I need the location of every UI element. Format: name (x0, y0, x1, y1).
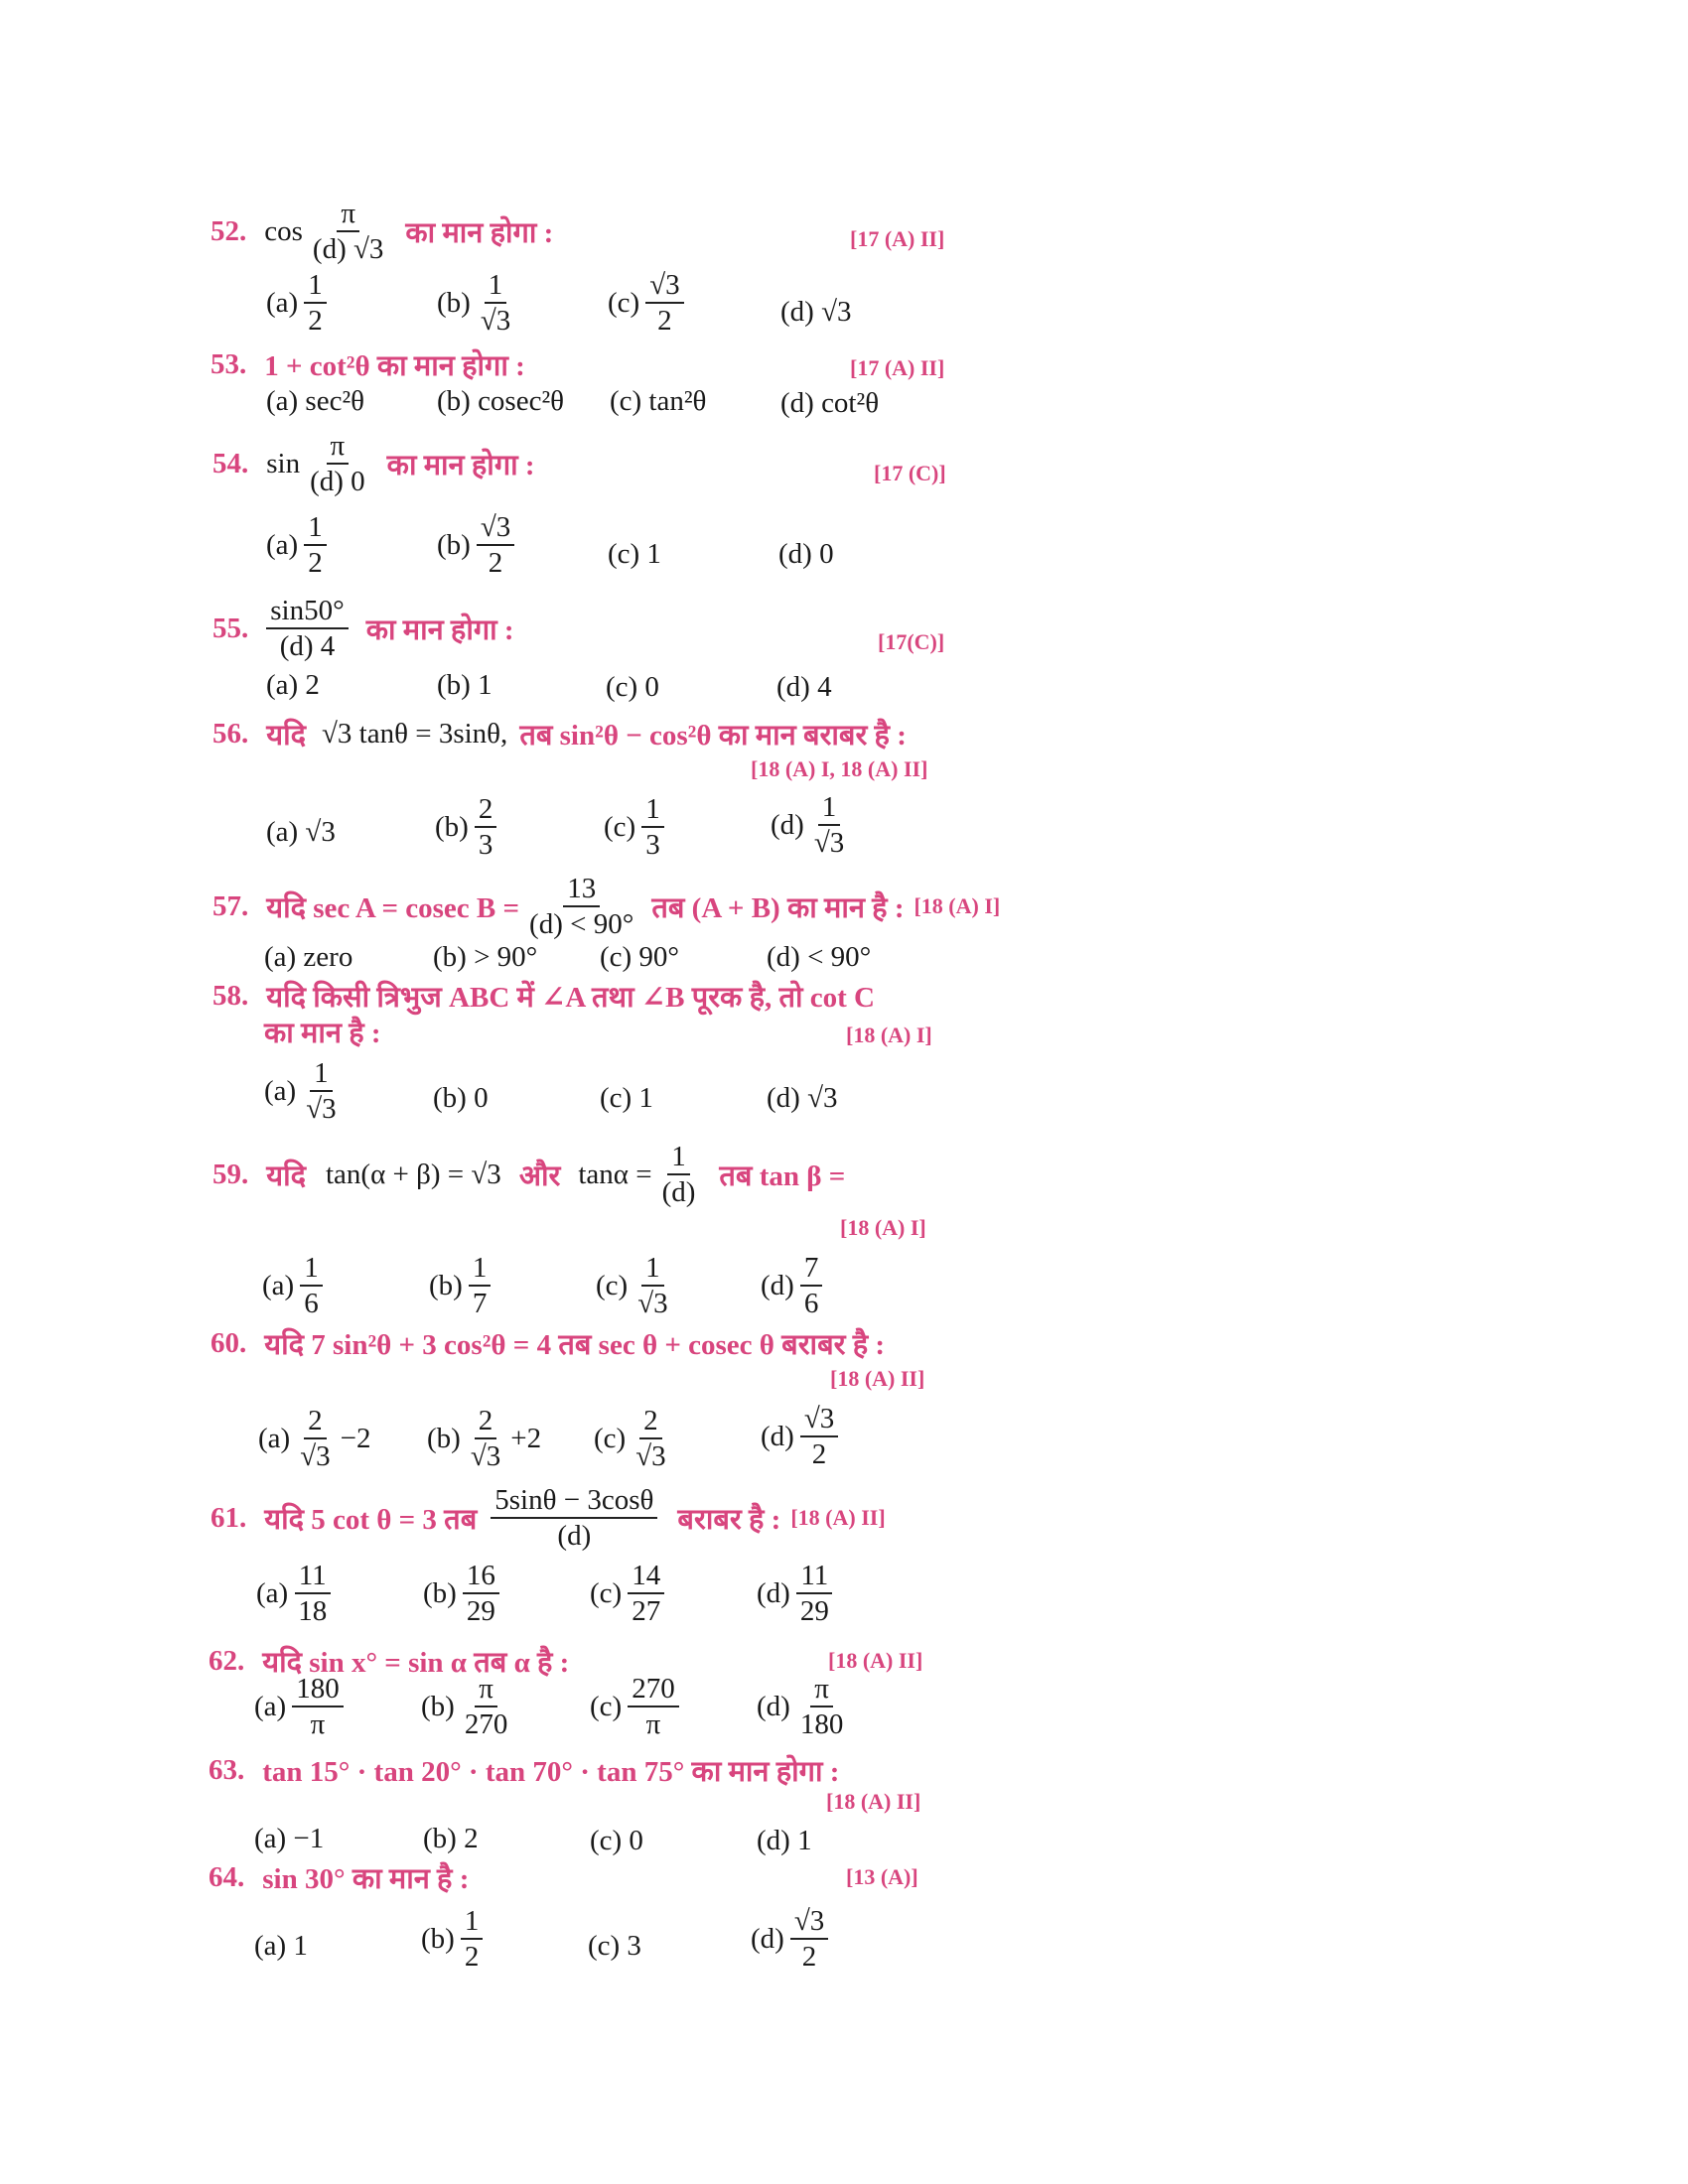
option-b: (b) $\frac{2}{√3}$ +2 (427, 1405, 542, 1473)
option-d: (d) 1 (757, 1825, 812, 1856)
question-53: 53. 1 + cot²θ का मान होगा : (211, 348, 525, 382)
option-d: (d) $\frac{7}{6}$ (761, 1253, 828, 1319)
question-60: 60. यदि 7 sin²θ + 3 cos²θ = 4 तब sec θ + cosec θ बराबर है : (211, 1327, 886, 1361)
question-54: 54. sin $\frac{\pi}{(d) 0}$ का मान होगा : (212, 430, 535, 498)
question-number: 63. (209, 1754, 245, 1786)
option-a: (a) zero (264, 941, 353, 973)
question-number: 56. (212, 718, 249, 750)
option-b: (b) $\frac{\pi}{270}$ (421, 1673, 508, 1741)
option-c: (c) 3 (588, 1930, 641, 1962)
option-d: (d) √3 (780, 296, 852, 328)
question-56: 56. यदि √3 tanθ = 3sinθ, तब sin²θ − cos²θ का मान बराबर है : (212, 718, 907, 751)
question-58-cont: का मान है : (264, 1018, 381, 1049)
option-b: (b) 0 (433, 1082, 489, 1114)
option-a: (a) $\frac{1}{2}$ (266, 512, 333, 579)
question-61: 61. यदि 5 cot θ = 3 तब $\frac{5\sin\theta - 3\cos\theta}{(d)}$ बराबर है : [18 (A) II] (211, 1484, 886, 1553)
exam-reference: [18 (A) II] (830, 1366, 925, 1391)
option-a: (a) −1 (254, 1823, 325, 1854)
question-58: 58. यदि किसी त्रिभुज ABC में ∠A तथा ∠B पूरक है, तो cot C (212, 980, 875, 1014)
option-c: (c) 90° (600, 941, 680, 973)
exam-reference: [18 (A) II] (790, 1505, 886, 1531)
option-b: (b) $\frac{1}{7}$ (429, 1253, 496, 1319)
question-number: 64. (209, 1861, 245, 1893)
option-a: (a) $\frac{180}{\pi}$ (254, 1674, 350, 1740)
option-c: (c) 1 (608, 538, 661, 570)
option-a: (a) $\frac{1}{6}$ (262, 1253, 329, 1319)
option-a: (a) 1 (254, 1930, 308, 1962)
question-number: 60. (211, 1327, 247, 1359)
exam-reference: [18 (A) I] (846, 1023, 932, 1047)
fraction: $\frac{13}{(d) < 90^\circ}$ (529, 873, 634, 941)
option-c: (c) 0 (590, 1825, 643, 1856)
exam-reference: [17 (A) II] (850, 355, 945, 380)
option-b: (b) cosec²θ (437, 385, 565, 417)
question-number: 55. (212, 612, 249, 644)
option-c: (c) tan²θ (610, 385, 707, 417)
exam-reference: [13 (A)] (846, 1864, 918, 1889)
question-number: 59. (212, 1158, 249, 1190)
question-63: 63. tan 15° · tan 20° · tan 70° · tan 75° का मान होगा : (209, 1754, 840, 1788)
option-a: (a) $\frac{2}{√3}$ −2 (258, 1405, 371, 1473)
option-b: (b) > 90° (433, 941, 538, 973)
question-52: 52. cos $\frac{\pi}{(d) √3}$ का मान होगा : (211, 198, 554, 266)
exam-reference: [17 (C)] (874, 461, 946, 485)
option-b: (b) $\frac{√3}{2}$ (437, 512, 520, 579)
option-d: (d) $\frac{1}{√3}$ (771, 791, 845, 860)
option-d: (d) $\frac{\pi}{180}$ (757, 1673, 844, 1741)
fraction: $\frac{\pi}{(d) √3}$ (312, 198, 384, 266)
option-b: (b) 2 (423, 1823, 479, 1854)
option-c: (c) $\frac{1}{3}$ (604, 794, 670, 861)
option-d: (d) $\frac{11}{29}$ (757, 1561, 839, 1627)
fraction: $\frac{\sin 50^\circ}{(d) 4}$ (266, 596, 348, 662)
question-59: 59. यदि tan(α + β) = √3 और tanα = $\frac{1}{(d)}$ तब tan β = (212, 1141, 846, 1209)
option-a: (a) 2 (266, 669, 320, 701)
option-c: (c) $\frac{2}{√3}$ (594, 1405, 666, 1473)
option-b: (b) $\frac{1}{2}$ (421, 1906, 489, 1973)
option-c: (c) 1 (600, 1082, 653, 1114)
option-d: (d) $\frac{√3}{2}$ (751, 1906, 834, 1973)
fraction: $\frac{1}{(d)}$ (661, 1141, 696, 1209)
option-c: (c) $\frac{1}{√3}$ (596, 1252, 668, 1320)
option-a: (a) $\frac{1}{√3}$ (264, 1057, 337, 1126)
exam-reference: [18 (A) II] (828, 1648, 923, 1673)
question-55: 55. $\frac{\sin 50^\circ}{(d) 4}$ का मान होगा : (212, 595, 514, 663)
exam-reference: [18 (A) I] (840, 1215, 926, 1240)
question-number: 54. (212, 447, 249, 479)
question-number: 58. (212, 980, 249, 1012)
question-57: 57. यदि sec A = cosec B = $\frac{13}{(d) < 90^\circ}$ तब (A + B) का मान है : [18 (A) I] (212, 873, 1001, 941)
option-a: (a) sec²θ (266, 385, 365, 417)
option-b: (b) $\frac{2}{3}$ (435, 794, 502, 861)
option-c: (c) $\frac{14}{27}$ (590, 1561, 670, 1627)
question-64: 64. sin 30° का मान है : (209, 1861, 470, 1895)
exam-reference: [18 (A) I, 18 (A) II] (751, 756, 928, 781)
question-number: 57. (212, 889, 249, 922)
fraction: $\frac{\pi}{(d) 0}$ (310, 430, 365, 498)
question-62: 62. यदि sin x° = sin α तब α है : (209, 1645, 570, 1679)
option-b: (b) $\frac{1}{√3}$ (437, 269, 511, 338)
exam-reference: [18 (A) II] (826, 1789, 921, 1814)
option-a: (a) √3 (266, 816, 336, 848)
option-c: (c) $\frac{270}{\pi}$ (590, 1674, 685, 1740)
question-number: 62. (209, 1645, 245, 1677)
exam-reference: [18 (A) I] (914, 893, 1001, 919)
option-c: (c) 0 (606, 671, 659, 703)
question-number: 52. (211, 214, 247, 247)
option-b: (b) 1 (437, 669, 492, 701)
exam-reference: [17(C)] (878, 629, 945, 654)
fraction: $\frac{5\sin\theta - 3\cos\theta}{(d)}$ (491, 1485, 657, 1552)
option-a: (a) $\frac{11}{18}$ (256, 1561, 337, 1627)
option-a: (a) $\frac{1}{2}$ (266, 270, 333, 337)
question-number: 61. (211, 1501, 247, 1534)
option-d: (d) 4 (776, 671, 832, 703)
option-b: (b) $\frac{16}{29}$ (423, 1561, 505, 1627)
option-d: (d) cot²θ (780, 387, 880, 419)
option-c: (c) $\frac{√3}{2}$ (608, 270, 690, 337)
option-d: (d) < 90° (767, 941, 872, 973)
option-d: (d) √3 (767, 1082, 838, 1114)
question-number: 53. (211, 348, 247, 380)
option-d: (d) $\frac{√3}{2}$ (761, 1404, 844, 1470)
exam-reference: [17 (A) II] (850, 226, 945, 251)
option-d: (d) 0 (778, 538, 834, 570)
